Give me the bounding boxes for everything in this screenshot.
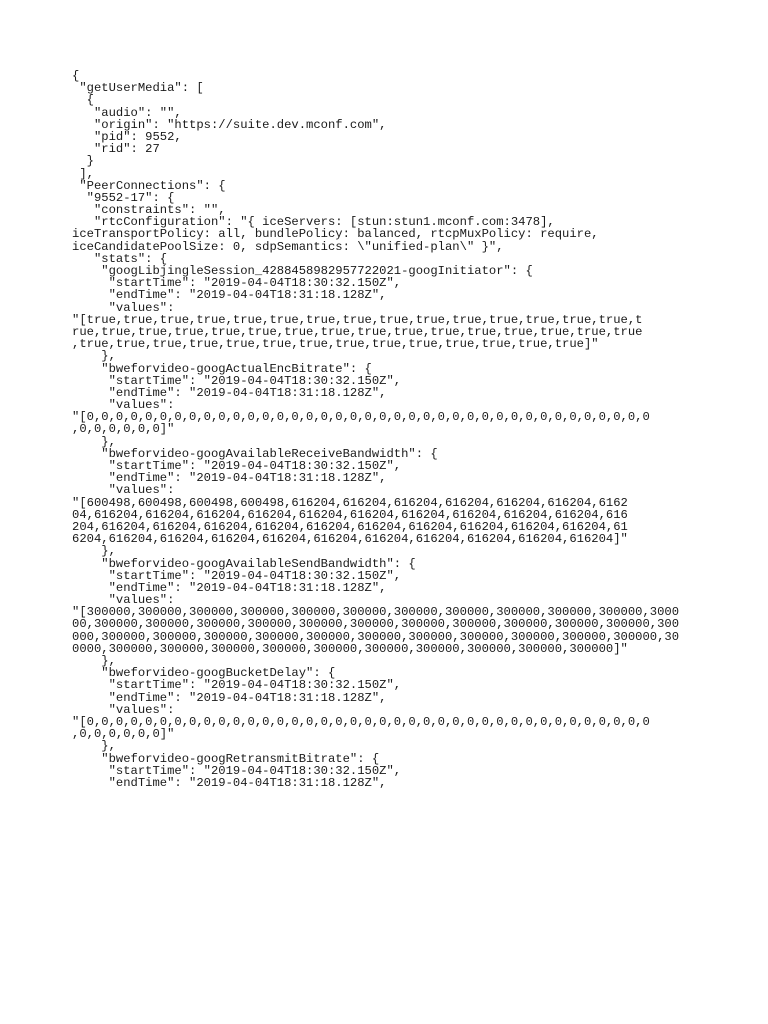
code-line: "constraints": "", (72, 203, 226, 218)
code-line: iceCandidatePoolSize: 0, sdpSemantics: \"unified-plan\" }", (72, 239, 504, 254)
code-line: "startTime": "2019-04-04T18:30:32.150Z", (72, 373, 402, 388)
code-line: "startTime": "2019-04-04T18:30:32.150Z", (72, 678, 402, 693)
code-line: "[600498,600498,600498,600498,616204,616204,616204,616204,616204,616204,6162 (72, 495, 628, 510)
code-line: "rid": 27 (72, 142, 160, 157)
code-line: "endTime": "2019-04-04T18:31:18.128Z", (72, 471, 387, 486)
code-line: 04,616204,616204,616204,616204,616204,616204,616204,616204,616204,616204,616 (72, 507, 628, 522)
code-line: rue,true,true,true,true,true,true,true,true,true,true,true,true,true,true,true (72, 324, 643, 339)
code-line: "startTime": "2019-04-04T18:30:32.150Z", (72, 459, 402, 473)
code-line: "endTime": "2019-04-04T18:31:18.128Z", (72, 775, 387, 790)
code-line: "9552-17": { (72, 190, 175, 205)
code-line: 000,300000,300000,300000,300000,300000,300000,300000,300000,300000,300000,300000,30 (72, 629, 680, 644)
code-line: "values": (72, 300, 175, 315)
code-line: { (72, 93, 94, 108)
code-line: "endTime": "2019-04-04T18:31:18.128Z", (72, 580, 387, 595)
code-line: "[300000,300000,300000,300000,300000,300000,300000,300000,300000,300000,300000,3000 (72, 605, 680, 620)
code-line: "values": (72, 398, 175, 413)
code-line: "bweforvideo-googActualEncBitrate": { (72, 361, 372, 376)
code-line: "endTime": "2019-04-04T18:31:18.128Z", (72, 690, 387, 705)
code-line: "stats": { (72, 251, 168, 266)
code-line: }, (72, 349, 116, 364)
code-line: "PeerConnections": { (72, 178, 226, 193)
code-line: "audio": "", (72, 105, 182, 120)
code-line: 00,300000,300000,300000,300000,300000,300000,300000,300000,300000,300000,300000,300 (72, 617, 680, 632)
code-line: }, (72, 739, 116, 754)
code-line: "endTime": "2019-04-04T18:31:18.128Z", (72, 288, 387, 303)
code-line: "bweforvideo-googRetransmitBitrate": { (72, 751, 380, 766)
code-line: "googLibjingleSession_4288458982957722021-googInitiator": { (72, 264, 533, 278)
code-line: "startTime": "2019-04-04T18:30:32.150Z", (72, 568, 402, 583)
code-line: "[true,true,true,true,true,true,true,true,true,true,true,true,true,true,true,t (72, 312, 643, 327)
code-line: 6204,616204,616204,616204,616204,616204,616204,616204,616204,616204,616204]" (72, 532, 628, 547)
code-line: "values": (72, 702, 175, 717)
code-line: "rtcConfiguration": "{ iceServers: [stun:stun1.mconf.com:3478], (72, 215, 555, 230)
code-line: "startTime": "2019-04-04T18:30:32.150Z", (72, 763, 402, 778)
code-line: "bweforvideo-googAvailableReceiveBandwidth": { (72, 446, 438, 461)
code-line: }, (72, 544, 116, 559)
code-line: 0000,300000,300000,300000,300000,300000,300000,300000,300000,300000,300000]" (72, 641, 628, 656)
code-line: "[0,0,0,0,0,0,0,0,0,0,0,0,0,0,0,0,0,0,0,0,0,0,0,0,0,0,0,0,0,0,0,0,0,0,0,0,0,0,0 (72, 714, 650, 729)
code-line: ,0,0,0,0,0,0]" (72, 422, 175, 437)
code-line: "[0,0,0,0,0,0,0,0,0,0,0,0,0,0,0,0,0,0,0,0,0,0,0,0,0,0,0,0,0,0,0,0,0,0,0,0,0,0,0 (72, 410, 650, 425)
json-code-block (72, 70, 702, 789)
code-line: "values": (72, 483, 175, 498)
code-line: "endTime": "2019-04-04T18:31:18.128Z", (72, 385, 387, 400)
code-line: ,true,true,true,true,true,true,true,true,true,true,true,true,true,true]" (72, 337, 599, 352)
code-line: "getUserMedia": [ (72, 81, 204, 96)
code-line: 204,616204,616204,616204,616204,616204,616204,616204,616204,616204,616204,61 (72, 519, 628, 534)
code-line: iceTransportPolicy: all, bundlePolicy: balanced, rtcpMuxPolicy: require, (72, 227, 599, 242)
code-line: }, (72, 434, 116, 449)
code-line: "bweforvideo-googBucketDelay": { (72, 666, 336, 681)
code-line: "pid": 9552, (72, 129, 182, 144)
code-line: "startTime": "2019-04-04T18:30:32.150Z", (72, 276, 402, 291)
code-line: "bweforvideo-googAvailableSendBandwidth": { (72, 556, 416, 571)
code-line: { (72, 69, 80, 83)
code-line: }, (72, 654, 116, 668)
code-line: "values": (72, 593, 175, 608)
code-line: ], (72, 166, 94, 181)
code-line: "origin": "https://suite.dev.mconf.com", (72, 117, 387, 132)
code-line: } (72, 154, 94, 169)
code-line: ,0,0,0,0,0,0]" (72, 727, 175, 742)
